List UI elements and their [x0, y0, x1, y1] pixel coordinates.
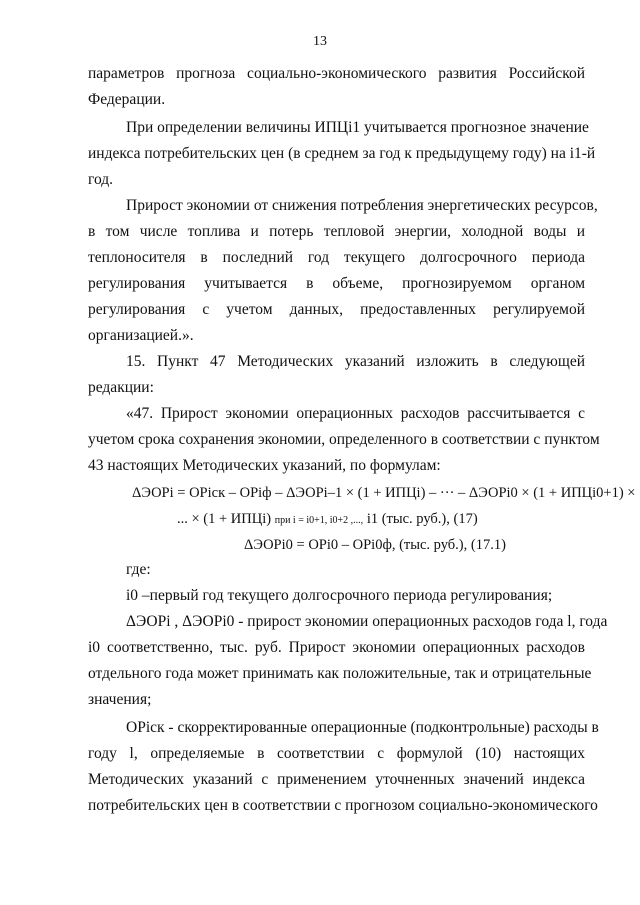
formula-17-1-body: ΔЭОРi0 = ОРi0 – ОРi0ф,	[244, 537, 396, 553]
definition-line: ОРiск - скорректированные операционные (подконтрольные) расходы в	[126, 719, 599, 736]
definition-line: ΔЭОРi , ΔЭОРi0 - прирост экономии операционных расходов года l, года	[126, 613, 608, 630]
text-line: редакции:	[88, 379, 154, 396]
text-line: Федерации.	[88, 91, 166, 108]
definition-line: i0 соответственно, тыс. руб. Прирост экономии операционных расходов	[88, 639, 585, 656]
text-line: регулирования учитывается в объеме, прогнозируемом органом	[88, 275, 585, 292]
definition-line: Методических указаний с применением уточненных значений индекса	[88, 771, 585, 788]
text-line: регулирования с учетом данных, предоставленных регулируемой	[88, 301, 585, 318]
text-line: учетом срока сохранения экономии, определенного в соответствии с пунктом	[88, 431, 600, 448]
text-line: «47. Прирост экономии операционных расходов рассчитывается с	[126, 405, 585, 422]
formula-17-line2	[177, 509, 478, 531]
text-line: теплоносителя в последний год текущего долгосрочного периода	[88, 249, 585, 266]
text-line: 15. Пункт 47 Методических указаний изложить в следующей	[126, 353, 585, 370]
definition-line: потребительских цен в соответствии с прогнозом социально-экономического	[88, 797, 598, 814]
text-line: организацией.».	[88, 327, 194, 344]
formula-17-1	[244, 535, 506, 555]
definition-line: году l, определяемые в соответствии с формулой (10) настоящих	[88, 745, 585, 762]
text-line: индекса потребительских цен (в среднем за год к предыдущему году) на i1-й	[88, 145, 596, 162]
formula-17-condition: при i = i0+1, i0+2 ,...,	[274, 515, 364, 526]
text-line: При определении величины ИПЦi1 учитывается прогнозное значение	[126, 119, 589, 136]
text-line: параметров прогноза социально-экономического развития Российской	[88, 65, 585, 82]
text-line: год.	[88, 171, 114, 188]
text-line: Прирост экономии от снижения потребления энергетических ресурсов,	[126, 197, 598, 214]
text-line: в том числе топлива и потерь тепловой энергии, холодной воды и	[88, 223, 585, 240]
formula-17-1-tail: (тыс. руб.), (17.1)	[399, 537, 506, 553]
formula-17-line1: ΔЭОРi = ОРiск – ОРiф – ΔЭОРi–1 × (1 + ИПЦi) – ··· – ΔЭОРi0 × (1 + ИПЦi0+1) ×	[132, 485, 636, 501]
definition-line: i0 –первый год текущего долгосрочного периода регулирования;	[126, 587, 553, 604]
where-label: где:	[126, 561, 151, 578]
formula-17-product: ... × (1 + ИПЦi)	[177, 511, 272, 527]
text-line: 43 настоящих Методических указаний, по формулам:	[88, 457, 441, 474]
definition-line: значения;	[88, 691, 152, 708]
formula-17-tail: i1 (тыс. руб.), (17)	[366, 511, 478, 527]
page-number: 13	[313, 34, 327, 49]
definition-line: отдельного года может принимать как положительные, так и отрицательные	[88, 665, 592, 682]
